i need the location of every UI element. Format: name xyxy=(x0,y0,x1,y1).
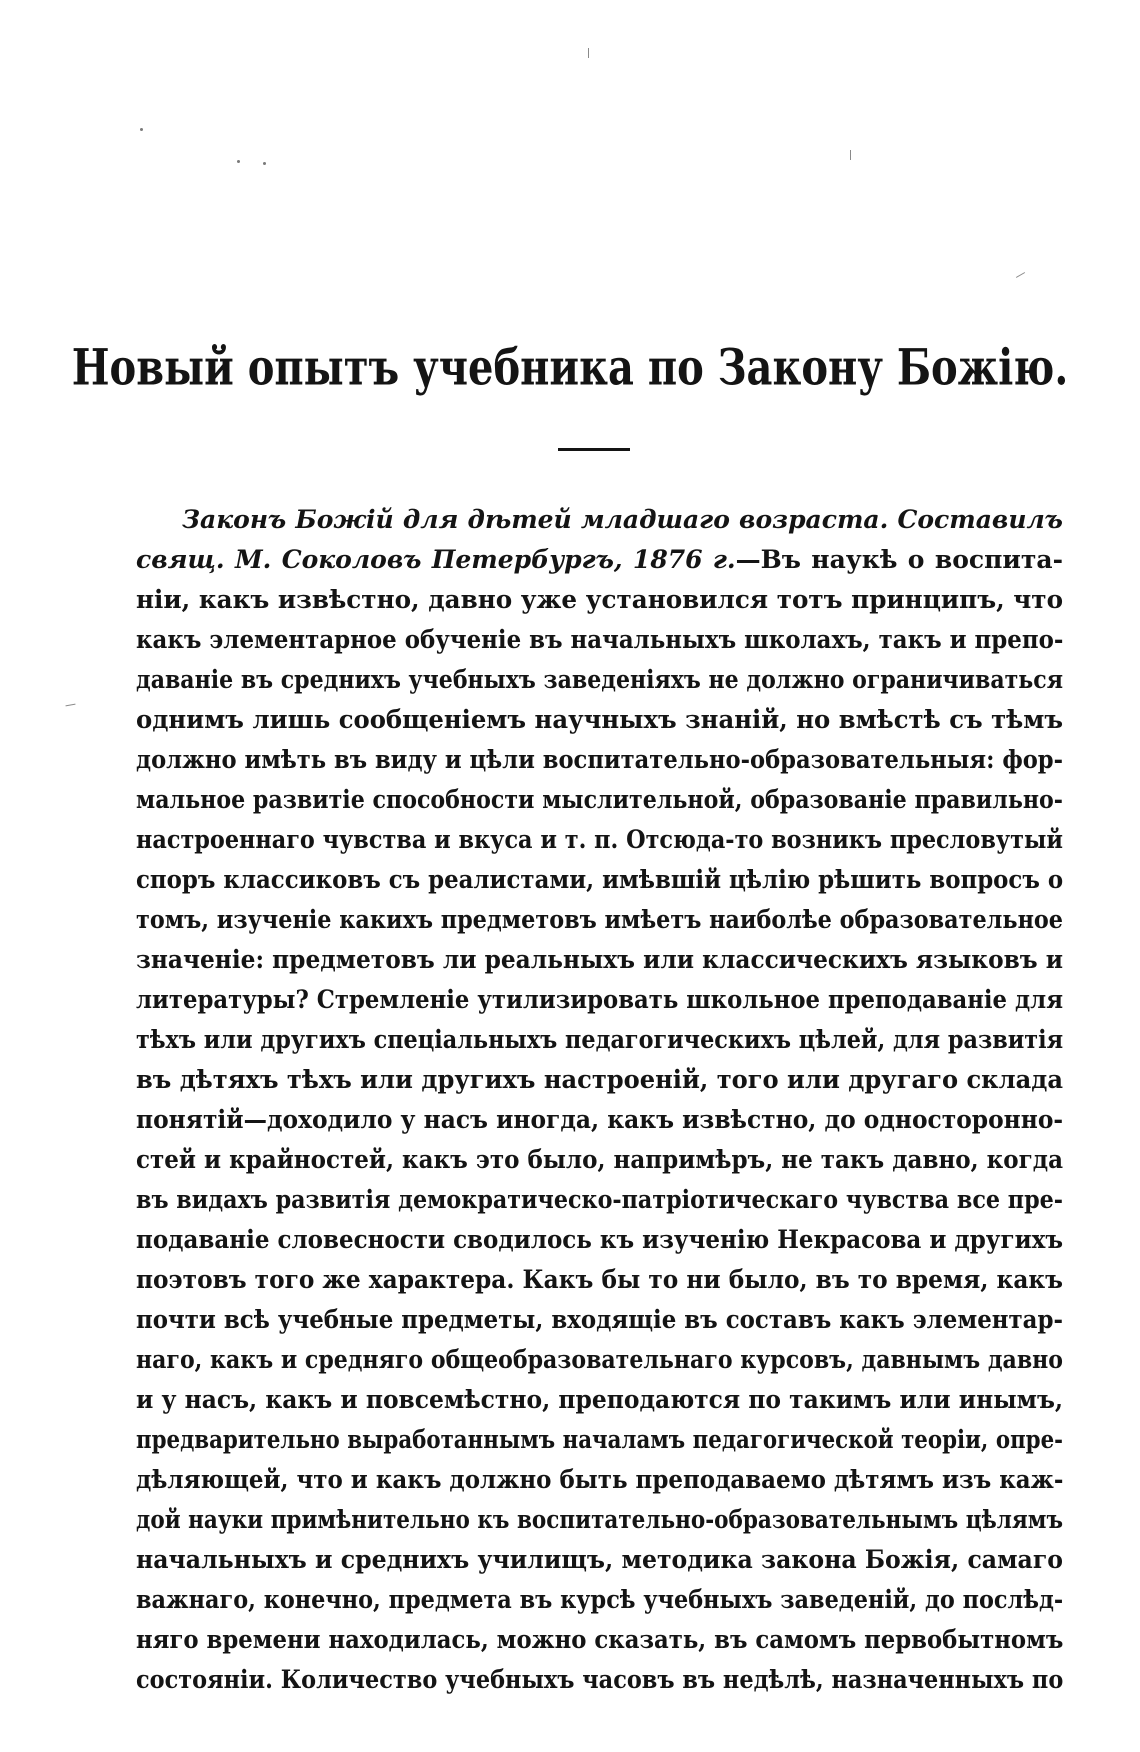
scan-mark xyxy=(588,48,589,58)
body-text-run: споръ классиковъ съ реалистами, имѣвшій цѣлію рѣшить вопросъ о xyxy=(136,865,1063,894)
text-line xyxy=(136,1180,1063,1220)
body-text-run: мальное развитіе способности мыслительной, образованіе правильно- xyxy=(136,785,1063,814)
text-line xyxy=(136,1020,1063,1060)
text-line xyxy=(136,1620,1063,1660)
body-text-run: няго времени находилась, можно сказать, въ самомъ первобытномъ xyxy=(136,1625,1063,1654)
text-line xyxy=(136,1300,1063,1340)
body-text-run: литературы? Стремленіе утилизировать школьное преподаваніе для xyxy=(136,985,1063,1014)
body-text-run: значеніе: предметовъ ли реальныхъ или классическихъ языковъ и xyxy=(136,945,1063,974)
text-line xyxy=(136,540,1063,580)
text-line xyxy=(136,500,1063,540)
text-line xyxy=(136,1540,1063,1580)
body-text-run: настроеннаго чувства и вкуса и т. п. Отсюда-то возникъ пресловутый xyxy=(136,825,1063,854)
body-text-run: предварительно выработаннымъ началамъ педагогической теоріи, опре- xyxy=(136,1425,1063,1454)
scan-speck xyxy=(140,128,143,131)
scan-mark xyxy=(65,704,75,707)
text-line xyxy=(136,1100,1063,1140)
body-text-run: понятій—доходило у насъ иногда, какъ извѣстно, до односторонно- xyxy=(136,1105,1063,1134)
text-line xyxy=(136,1580,1063,1620)
body-text-run: наго, какъ и средняго общеобразовательнаго курсовъ, давнымъ давно xyxy=(136,1345,1063,1374)
body-text-run: однимъ лишь сообщеніемъ научныхъ знаній, но вмѣстѣ съ тѣмъ xyxy=(136,705,1063,734)
body-text-run: поэтовъ того же характера. Какъ бы то ни было, въ то время, какъ xyxy=(136,1265,1063,1294)
text-line xyxy=(136,900,1063,940)
scan-mark xyxy=(850,150,851,160)
scan-speck xyxy=(263,162,266,165)
title-rule xyxy=(558,448,630,451)
text-line xyxy=(136,780,1063,820)
text-line xyxy=(136,1460,1063,1500)
text-line xyxy=(136,1260,1063,1300)
citation-text: свящ. М. Соколовъ Петербургъ, 1876 г. xyxy=(136,545,736,574)
body-text-run: томъ, изученіе какихъ предметовъ имѣетъ наиболѣе образовательное xyxy=(136,905,1063,934)
body-text-run: въ дѣтяхъ тѣхъ или другихъ настроеній, того или другаго склада xyxy=(136,1065,1063,1094)
text-line xyxy=(136,1420,1063,1460)
body-text-run: важнаго, конечно, предмета въ курсѣ учебныхъ заведеній, до послѣд- xyxy=(136,1585,1063,1614)
text-line xyxy=(136,860,1063,900)
body-text-run: и у насъ, какъ и повсемѣстно, преподаются по такимъ или инымъ, xyxy=(136,1385,1063,1414)
text-line xyxy=(136,940,1063,980)
body-text-run: даваніе въ среднихъ учебныхъ заведеніяхъ не должно ограничиваться xyxy=(136,665,1063,694)
body-text-run: дой науки примѣнительно къ воспитательно-образовательнымъ цѣлямъ xyxy=(136,1505,1063,1534)
text-line xyxy=(136,1220,1063,1260)
body-text-run: —Въ наукѣ о воспита- xyxy=(735,545,1063,574)
text-line xyxy=(136,1660,1063,1700)
text-line xyxy=(136,700,1063,740)
body-text-run: должно имѣть въ виду и цѣли воспитательно-образовательныя: фор- xyxy=(136,745,1063,774)
text-line xyxy=(136,1500,1063,1540)
text-line xyxy=(136,1060,1063,1100)
body-text xyxy=(136,500,1063,1700)
text-line xyxy=(136,820,1063,860)
body-text-run: въ видахъ развитія демократическо-патріотическаго чувства все пре- xyxy=(136,1185,1063,1214)
page-title: Новый опытъ учебника по Закону Божію. xyxy=(71,338,1069,397)
text-line xyxy=(136,1340,1063,1380)
body-text-run: стей и крайностей, какъ это было, напримѣръ, не такъ давно, когда xyxy=(136,1145,1063,1174)
scan-mark xyxy=(1016,272,1025,278)
body-text-run: подаваніе словесности сводилось къ изученію Некрасова и другихъ xyxy=(136,1225,1063,1254)
body-text-run: тѣхъ или другихъ спеціальныхъ педагогическихъ цѣлей, для развитія xyxy=(136,1025,1063,1054)
text-line xyxy=(136,620,1063,660)
body-text-run: состояніи. Количество учебныхъ часовъ въ недѣлѣ, назначенныхъ по xyxy=(136,1665,1063,1694)
text-line xyxy=(136,1380,1063,1420)
body-text-run: какъ элементарное обученіе въ начальныхъ школахъ, такъ и препо- xyxy=(136,625,1063,654)
text-line xyxy=(136,660,1063,700)
text-line xyxy=(136,1140,1063,1180)
text-line xyxy=(136,580,1063,620)
citation-text: Законъ Божій для дѣтей младшаго возраста. Составилъ xyxy=(182,505,1063,534)
body-text-run: начальныхъ и среднихъ училищъ, методика закона Божія, самаго xyxy=(136,1545,1063,1574)
body-text-run: почти всѣ учебные предметы, входящіе въ составъ какъ элементар- xyxy=(136,1305,1063,1334)
text-line xyxy=(136,740,1063,780)
body-text-run: дѣляющей, что и какъ должно быть преподаваемо дѣтямъ изъ каж- xyxy=(136,1465,1063,1494)
body-text-run: ніи, какъ извѣстно, давно уже установился тотъ принципъ, что xyxy=(136,585,1063,614)
text-line xyxy=(136,980,1063,1020)
scan-speck xyxy=(237,160,240,163)
